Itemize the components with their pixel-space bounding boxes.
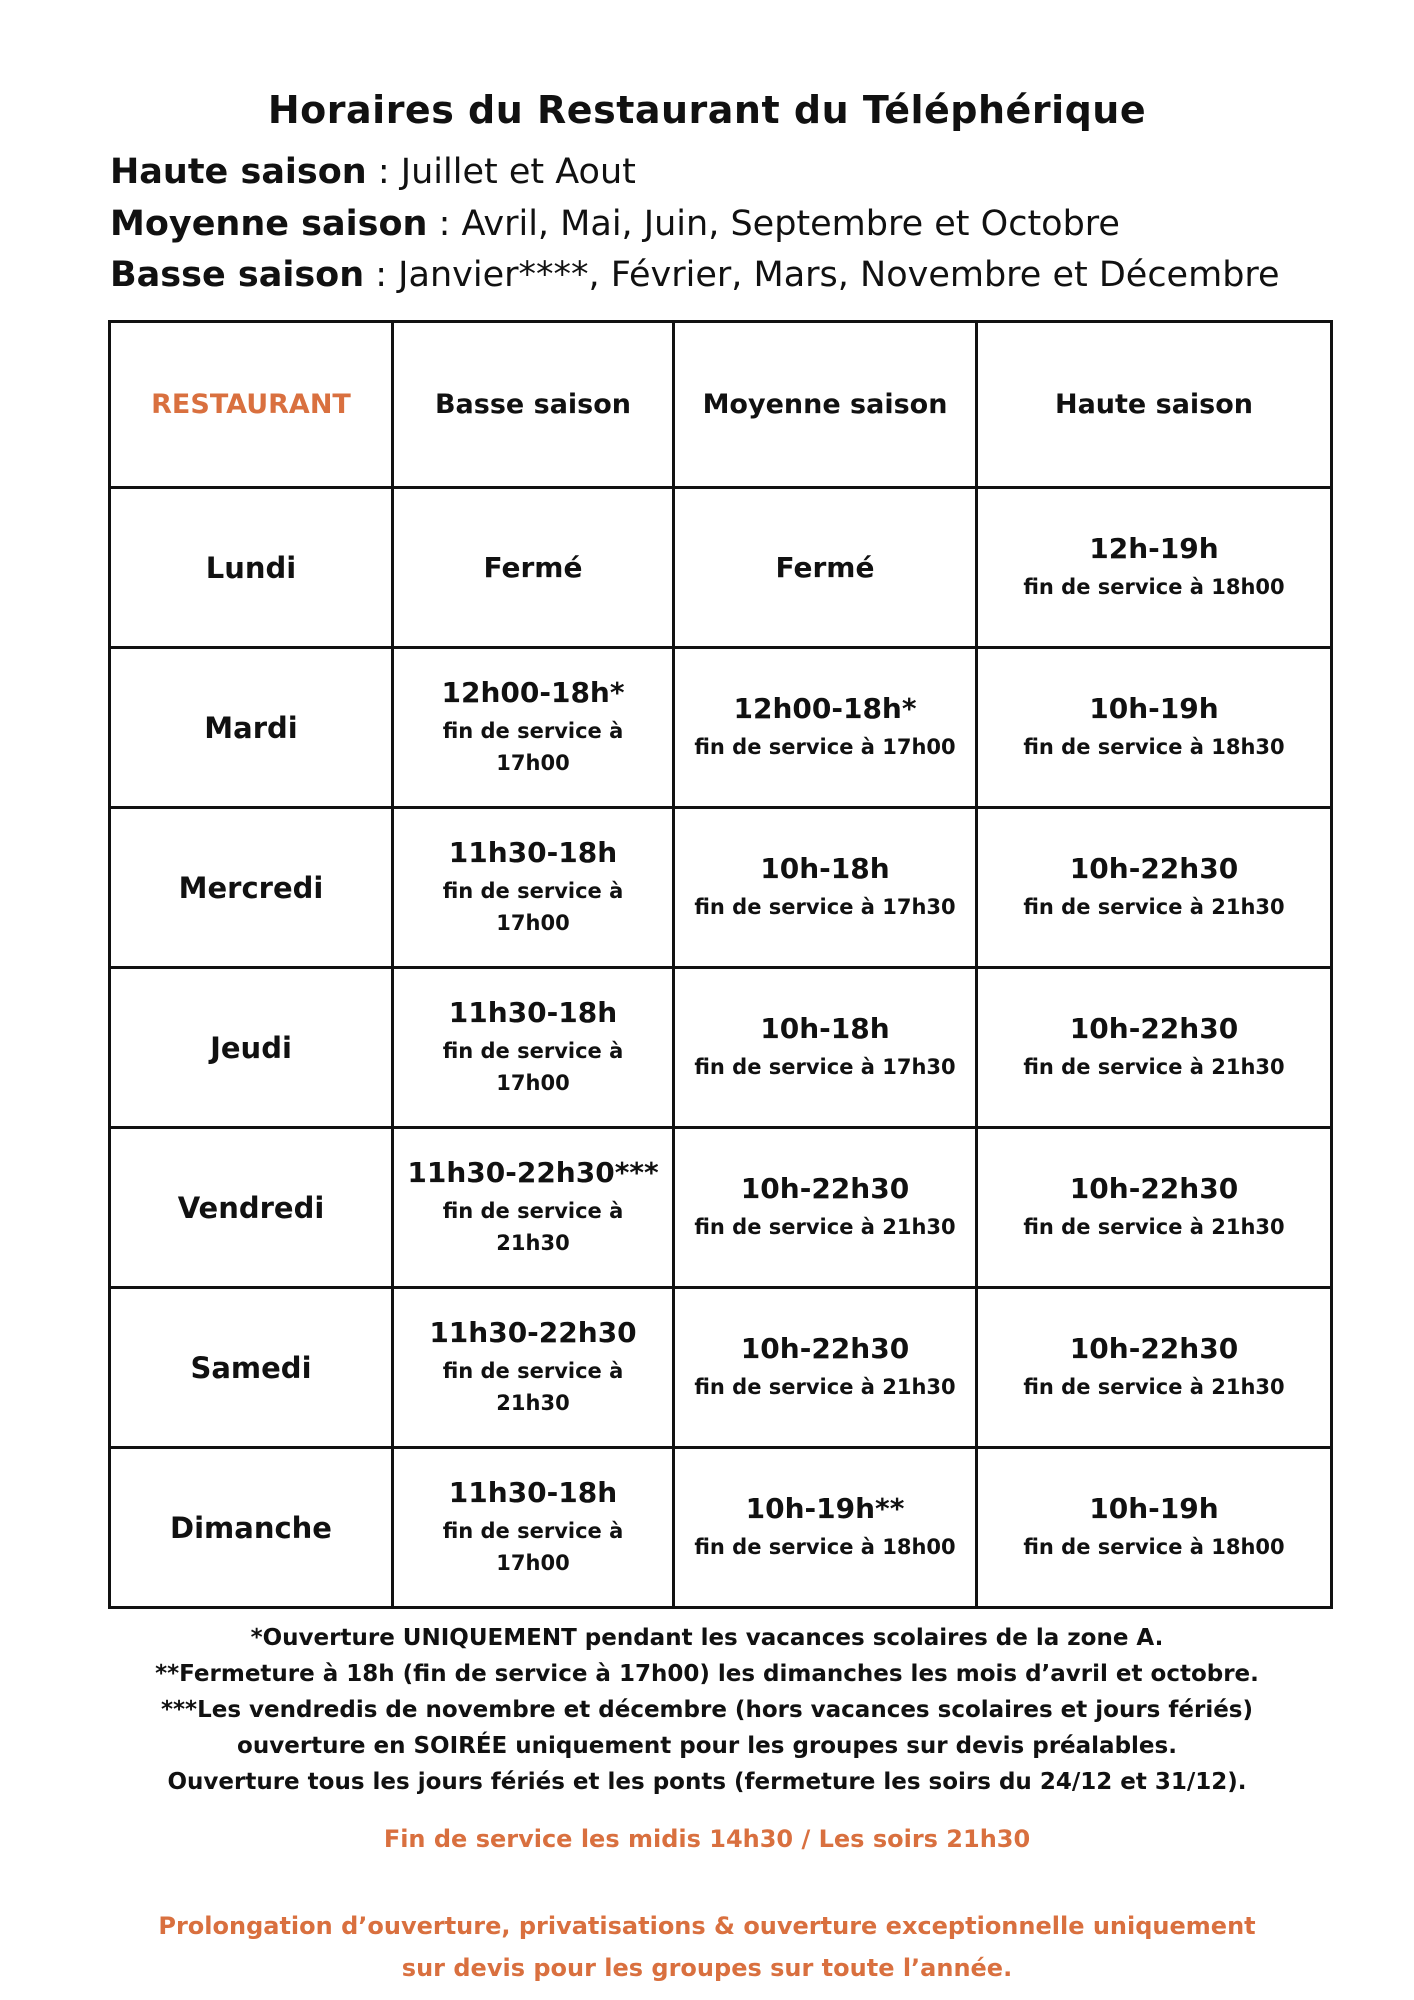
hours-table	[108, 320, 1333, 1609]
season-months: : Janvier****, Février, Mars, Novembre et Décembre	[364, 255, 1280, 295]
opening-hours: 11h30-22h30***	[407, 1156, 659, 1189]
service-end: fin de service à 21h30	[1023, 895, 1285, 919]
cell-moyenne-saison	[674, 1128, 977, 1288]
cell-haute-saison	[977, 648, 1332, 808]
service-end: fin de service à 21h30	[1023, 1215, 1285, 1239]
header-restaurant: RESTAURANT	[110, 322, 393, 488]
opening-hours: 12h-19h	[1089, 532, 1219, 565]
page-title: Horaires du Restaurant du Téléphérique	[267, 88, 1147, 132]
opening-hours: 10h-18h	[760, 1012, 890, 1045]
service-end: fin de service à 17h30	[694, 895, 956, 919]
service-end: fin de service à 17h30	[694, 1055, 956, 1079]
service-end: fin de service à 17h00	[442, 719, 624, 775]
cell-basse-saison	[393, 648, 674, 808]
opening-hours: 10h-22h30	[740, 1332, 910, 1365]
opening-hours: 10h-19h**	[745, 1492, 905, 1525]
opening-hours: 10h-22h30	[1069, 852, 1239, 885]
season-label: Basse saison	[110, 255, 365, 295]
season-months: : Juillet et Aout	[366, 152, 636, 192]
footnote: *Ouverture UNIQUEMENT pendant les vacances scolaires de la zone A.	[250, 1625, 1164, 1651]
day-name: Samedi	[110, 1288, 393, 1448]
opening-hours: 10h-19h	[1089, 692, 1219, 725]
day-name: Mardi	[110, 648, 393, 808]
day-name: Mercredi	[110, 808, 393, 968]
opening-hours: 10h-18h	[760, 852, 890, 885]
footnote: Ouverture tous les jours fériés et les ponts (fermeture les soirs du 24/12 et 31/12).	[167, 1769, 1247, 1795]
service-end: fin de service à 18h00	[1023, 1535, 1285, 1559]
season-label: Moyenne saison	[110, 204, 428, 244]
service-end: fin de service à 17h00	[694, 735, 956, 759]
footnote: ouverture en SOIRÉE uniquement pour les groupes sur devis préalables.	[237, 1733, 1177, 1759]
service-end: fin de service à 17h00	[442, 1519, 624, 1575]
service-end: fin de service à 21h30	[694, 1375, 956, 1399]
cell-haute-saison	[977, 488, 1332, 648]
opening-hours: Fermé	[775, 551, 875, 584]
opening-hours: 11h30-18h	[448, 836, 618, 869]
table-row	[110, 1288, 1332, 1448]
opening-hours: 10h-22h30	[1069, 1172, 1239, 1205]
opening-hours: 10h-22h30	[1069, 1332, 1239, 1365]
table-row	[110, 1448, 1332, 1608]
footnote: ***Les vendredis de novembre et décembre (hors vacances scolaires et jours fériés)	[160, 1697, 1254, 1723]
extension-note	[0, 1905, 1414, 1989]
service-end: fin de service à 21h30	[1023, 1375, 1285, 1399]
day-name: Vendredi	[110, 1128, 393, 1288]
opening-hours: 11h30-18h	[448, 1476, 618, 1509]
service-end: fin de service à 21h30	[442, 1199, 624, 1255]
day-name: Jeudi	[110, 968, 393, 1128]
service-end: fin de service à 21h30	[1023, 1055, 1285, 1079]
season-line-basse	[110, 253, 1280, 297]
season-line-haute	[110, 150, 636, 194]
table-row	[110, 488, 1332, 648]
opening-hours: 11h30-18h	[448, 996, 618, 1029]
service-end: fin de service à 21h30	[442, 1359, 624, 1415]
cell-basse-saison	[393, 808, 674, 968]
table-header-row	[110, 322, 1332, 488]
service-times-note: Fin de service les midis 14h30 / Les soirs 21h30	[383, 1825, 1031, 1853]
service-end: fin de service à 21h30	[694, 1215, 956, 1239]
table-row	[110, 808, 1332, 968]
service-end: fin de service à 18h00	[694, 1535, 956, 1559]
cell-moyenne-saison	[674, 1288, 977, 1448]
cell-haute-saison	[977, 1288, 1332, 1448]
cell-haute-saison	[977, 1448, 1332, 1608]
cell-basse-saison	[393, 1288, 674, 1448]
cell-haute-saison	[977, 968, 1332, 1128]
footnotes	[0, 1620, 1414, 1800]
opening-hours: Fermé	[483, 551, 583, 584]
extension-line: Prolongation d’ouverture, privatisations & ouverture exceptionnelle uniquement	[158, 1912, 1256, 1940]
header-haute-saison: Haute saison	[977, 322, 1332, 488]
cell-moyenne-saison	[674, 968, 977, 1128]
cell-haute-saison	[977, 808, 1332, 968]
cell-basse-saison	[393, 488, 674, 648]
table-row	[110, 1128, 1332, 1288]
day-name: Lundi	[110, 488, 393, 648]
opening-hours: 12h00-18h*	[441, 676, 625, 709]
cell-moyenne-saison	[674, 488, 977, 648]
season-months: : Avril, Mai, Juin, Septembre et Octobre	[427, 204, 1120, 244]
cell-basse-saison	[393, 968, 674, 1128]
cell-moyenne-saison	[674, 648, 977, 808]
header-moyenne-saison: Moyenne saison	[674, 322, 977, 488]
service-end: fin de service à 17h00	[442, 1039, 624, 1095]
season-line-moyenne	[110, 202, 1120, 246]
table-row	[110, 968, 1332, 1128]
cell-moyenne-saison	[674, 1448, 977, 1608]
season-label: Haute saison	[110, 152, 367, 192]
service-end: fin de service à 17h00	[442, 879, 624, 935]
table-row	[110, 648, 1332, 808]
service-end: fin de service à 18h00	[1023, 575, 1285, 599]
day-name: Dimanche	[110, 1448, 393, 1608]
cell-haute-saison	[977, 1128, 1332, 1288]
opening-hours: 10h-22h30	[1069, 1012, 1239, 1045]
cell-moyenne-saison	[674, 808, 977, 968]
opening-hours: 11h30-22h30	[429, 1316, 637, 1349]
table-body	[110, 488, 1332, 1608]
cell-basse-saison	[393, 1128, 674, 1288]
opening-hours: 10h-22h30	[740, 1172, 910, 1205]
footnote: **Fermeture à 18h (fin de service à 17h00) les dimanches les mois d’avril et octobre.	[155, 1661, 1259, 1687]
header-basse-saison: Basse saison	[393, 322, 674, 488]
cell-basse-saison	[393, 1448, 674, 1608]
opening-hours: 12h00-18h*	[733, 692, 917, 725]
service-end: fin de service à 18h30	[1023, 735, 1285, 759]
extension-line: sur devis pour les groupes sur toute l’année.	[401, 1954, 1013, 1982]
opening-hours: 10h-19h	[1089, 1492, 1219, 1525]
